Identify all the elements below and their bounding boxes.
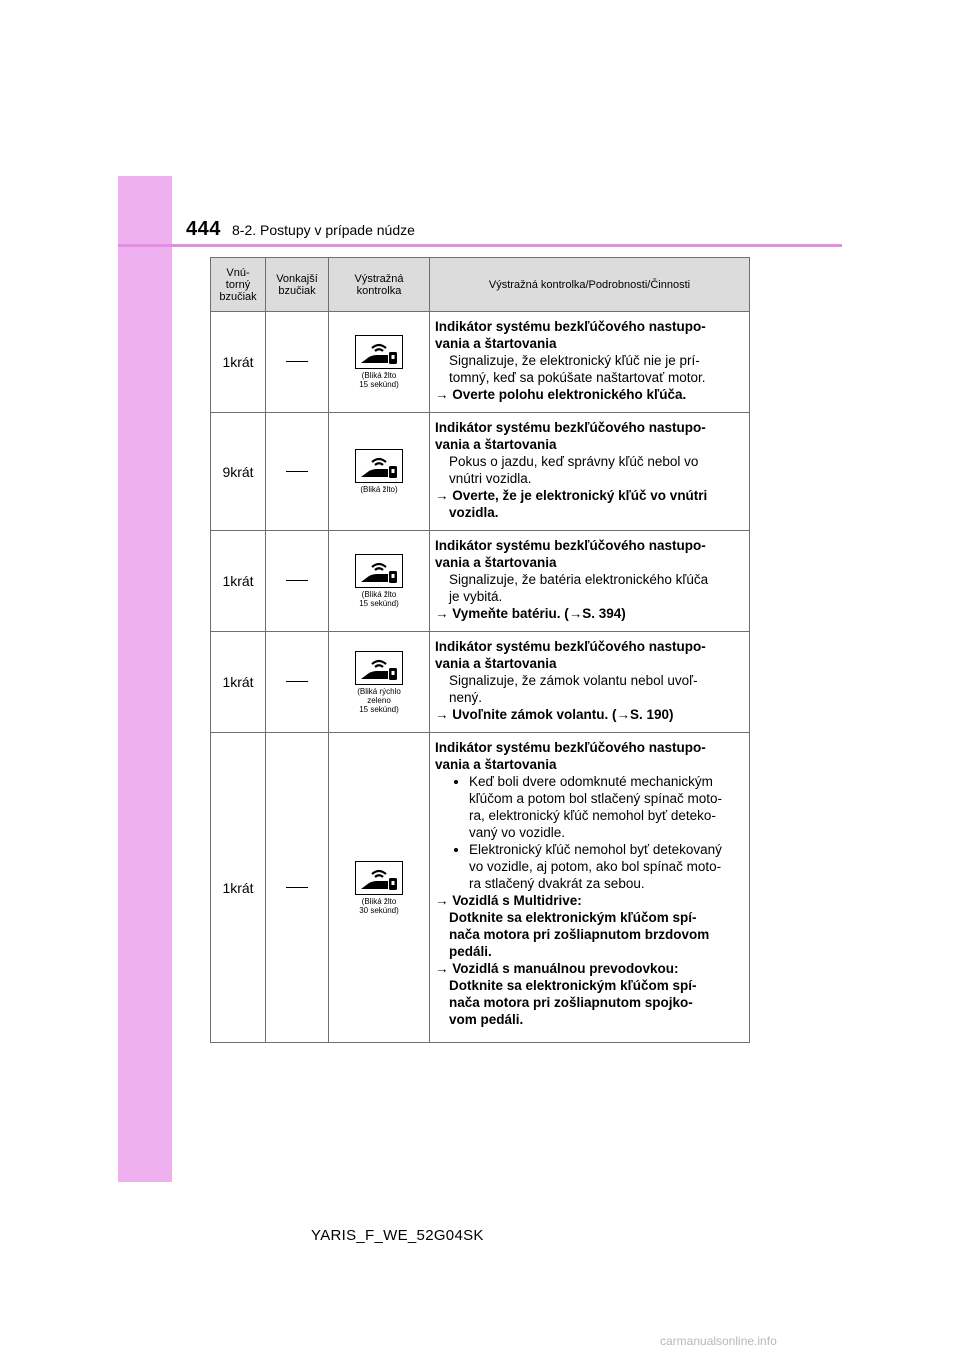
external-buzzer-none (266, 531, 329, 632)
warning-light-caption: (Bliká žlto) (360, 485, 398, 494)
details-body: Pokus o jazdu, keď správny kľúč nebol vo vnútri vozidla. (449, 454, 699, 486)
details-body: Signalizuje, že elektronický kľúč nie je prí- tomný, keď sa pokúšate naštartovať motor. (449, 353, 706, 385)
details-title: Indikátor systému bezkľúčového nastupo- vania a štartovania (435, 319, 706, 351)
internal-buzzer-count: 1krát (211, 531, 266, 632)
warning-light-caption: (Bliká žlto 15 sekúnd) (359, 590, 399, 608)
details-action: → Uvoľnite zámok volantu. (→S. 190) (435, 707, 674, 722)
watermark: carmanualsonline.info (660, 1334, 777, 1348)
warning-light-cell (329, 632, 430, 733)
table-row (211, 413, 750, 531)
details-action: → Vymeňte batériu. (→S. 394) (435, 606, 626, 621)
warning-table (210, 257, 750, 1043)
list-item: • Elektronický kľúč nemohol byť detekovaný vo vozidle, aj potom, ako bol spínač moto- ra stlačený dvakrát za sebou. (469, 841, 745, 892)
details-title: Indikátor systému bezkľúčového nastupo- vania a štartovania (435, 538, 706, 570)
external-buzzer-none (266, 312, 329, 413)
warning-light-cell (329, 531, 430, 632)
smart-key-icon (355, 554, 403, 588)
header-warning-light: Výstražná kontrolka (329, 258, 430, 312)
table-row (211, 632, 750, 733)
internal-buzzer-count: 9krát (211, 413, 266, 531)
section-title: 8-2. Postupy v prípade núdze (232, 222, 415, 238)
smart-key-icon (355, 335, 403, 369)
details-cell (430, 632, 750, 733)
details-cell (430, 531, 750, 632)
details-bullet-list (435, 773, 745, 892)
document-code: YARIS_F_WE_52G04SK (311, 1227, 484, 1244)
details-body: Signalizuje, že batéria elektronického kľúča je vybitá. (449, 572, 709, 604)
smart-key-icon (355, 449, 403, 483)
header-rule (118, 244, 842, 247)
external-buzzer-none (266, 413, 329, 531)
warning-light-caption: (Bliká žlto 15 sekúnd) (359, 371, 399, 389)
warning-light-caption: (Bliká žlto 30 sekúnd) (359, 896, 399, 915)
internal-buzzer-count: 1krát (211, 632, 266, 733)
header-details: Výstražná kontrolka/Podrobnosti/Činnosti (430, 258, 750, 312)
details-action-2: → Vozidlá s manuálnou prevodovkou: Dotknite sa elektronickým kľúčom spí- nača motora pri zošliapnutom spojko- vom pedáli. (435, 961, 697, 1027)
smart-key-icon (355, 861, 403, 895)
details-cell (430, 413, 750, 531)
list-item: • Keď boli dvere odomknuté mechanickým kľúčom a potom bol stlačený spínač moto- ra, elektronický kľúč nemohol byť deteko- vaný vo vozidle. (469, 773, 745, 841)
external-buzzer-none (266, 733, 329, 1043)
warning-light-caption: (Bliká rýchlo zeleno 15 sekúnd) (357, 686, 401, 714)
details-title: Indikátor systému bezkľúčového nastupo- vania a štartovania (435, 639, 706, 671)
details-action: → Overte, že je elektronický kľúč vo vnútri vozidla. (435, 488, 708, 520)
internal-buzzer-count: 1krát (211, 312, 266, 413)
page-number: 444 (186, 218, 221, 240)
warning-light-cell (329, 413, 430, 531)
details-cell (430, 312, 750, 413)
internal-buzzer-count: 1krát (211, 733, 266, 1043)
warning-light-cell (329, 733, 430, 1043)
warning-light-cell (329, 312, 430, 413)
details-title: Indikátor systému bezkľúčového nastupo- vania a štartovania (435, 420, 706, 452)
header-external-buzzer: Vonkajší bzučiak (266, 258, 329, 312)
table-row (211, 531, 750, 632)
table-header-row (211, 258, 750, 312)
smart-key-icon (355, 651, 403, 685)
external-buzzer-none (266, 632, 329, 733)
details-body: Signalizuje, že zámok volantu nebol uvoľ- nený. (449, 673, 698, 705)
header-internal-buzzer: Vnú- torný bzučiak (211, 258, 266, 312)
table-row (211, 312, 750, 413)
details-action: → Overte polohu elektronického kľúča. (435, 387, 687, 402)
details-cell (430, 733, 750, 1043)
details-title: Indikátor systému bezkľúčového nastupo- vania a štartovania (435, 740, 706, 772)
details-action: → Vozidlá s Multidrive: Dotknite sa elektronickým kľúčom spí- nača motora pri zošliapnutom brzdovom pedáli. (435, 893, 710, 959)
chapter-tab-bar (118, 176, 172, 1182)
table-row (211, 733, 750, 1043)
